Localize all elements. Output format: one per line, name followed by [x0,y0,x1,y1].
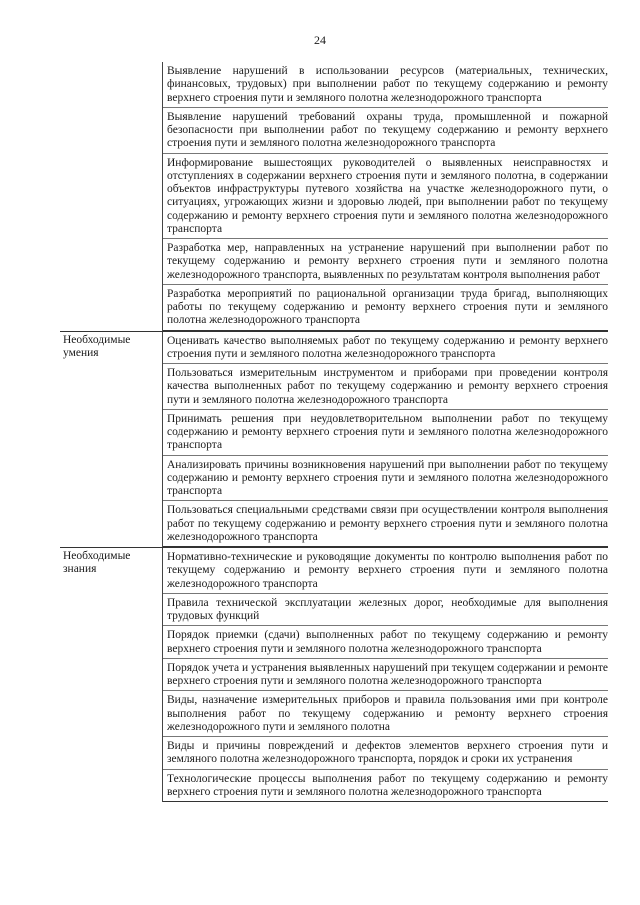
list-item: Оценивать качество выполняемых работ по текущему содержанию и ремонту верхнего строения пути и земляного полотна железнодорожного транспорта [163,332,608,365]
list-item: Нормативно-технические и руководящие документы по контролю выполнения работ по текущему содержанию и ремонту верхнего строения пути и земляного полотна железнодорожного транспорта [163,548,608,594]
requirements-table [60,62,608,802]
row-label: Необходимые умения [63,333,131,359]
list-item: Порядок приемки (сдачи) выполненных работ по текущему содержанию и ремонту верхнего строения пути и земляного полотна железнодорожного транспорта [163,626,608,659]
row-label: Необходимые знания [63,550,131,575]
list-item: Разработка мер, направленных на устранение нарушений при выполнении работ по текущему содержанию и ремонту верхнего строения пути и земляного полотна железнодорожного транспорта, выявленных по результатам контроля выполнения работ [163,239,608,285]
list-item: Виды, назначение измерительных приборов и правила пользования ими при контроле выполнения работ по текущему содержанию и ремонту верхнего строения железнодорожного пути и земляного полотна [163,691,608,737]
page-number: 24 [314,33,326,47]
list-item: Пользоваться специальными средствами связи при осуществлении контроля выполнения работ по текущему содержанию и ремонту верхнего строения пути и земляного полотна железнодорожного транспорта [163,501,608,547]
list-item: Выявление нарушений требований охраны труда, промышленной и пожарной безопасности при выполнении работ по текущему содержанию и ремонту верхнего строения пути и земляного полотна железнодорожного транспорта [163,108,608,154]
list-item: Правила технической эксплуатации железных дорог, необходимые для выполнения трудовых функций [163,594,608,627]
list-item: Виды и причины повреждений и дефектов элементов верхнего строения пути и земляного полотна железнодорожного транспорта, порядок и сроки их устранения [163,737,608,770]
list-item: Пользоваться измерительным инструментом и приборами при проведении контроля качества выполненных работ по текущему содержанию и ремонту верхнего строения пути и земляного полотна железнодорожного транспорта [163,364,608,410]
table-row-skills [60,331,608,548]
list-item: Порядок учета и устранения выявленных нарушений при текущем содержании и ремонте верхнего строения пути и земляного полотна железнодорожного транспорта [163,659,608,692]
list-item: Разработка мероприятий по рациональной организации труда бригад, выполняющих работы по текущему содержанию и ремонту верхнего строения пути и земляного полотна железнодорожного транспорта [163,285,608,331]
row-label [60,62,162,331]
list-item: Технологические процессы выполнения работ по текущему содержанию и ремонту верхнего строения пути и земляного полотна железнодорожного транспорта [163,770,608,803]
table-row-actions [60,62,608,331]
row-items [162,332,608,548]
row-items [162,548,608,802]
list-item: Выявление нарушений в использовании ресурсов (материальных, технических, финансовых, трудовых) при выполнении работ по текущему содержанию и ремонту верхнего строения пути и земляного полотна железнодорожного транспорта [163,62,608,108]
list-item: Информирование вышестоящих руководителей о выявленных неисправностях и отступлениях в содержании верхнего строения пути и земляного полотна, в содержании объектов инфраструктуры путевого хозяйства на участке железнодорожного пути, о ситуациях, угрожающих жизни и здоровью людей, при выполнении работ по текущему содержанию и ремонту верхнего строения пути и земляного полотна железнодорожного транспорта [163,154,608,240]
list-item: Принимать решения при неудовлетворительном выполнении работ по текущему содержанию и ремонту верхнего строения пути и земляного полотна железнодорожного транспорта [163,410,608,456]
row-items [162,62,608,331]
table-row-knowledge [60,547,608,802]
list-item: Анализировать причины возникновения нарушений при выполнении работ по текущему содержанию и ремонту верхнего строения пути и земляного полотна железнодорожного транспорта [163,456,608,502]
